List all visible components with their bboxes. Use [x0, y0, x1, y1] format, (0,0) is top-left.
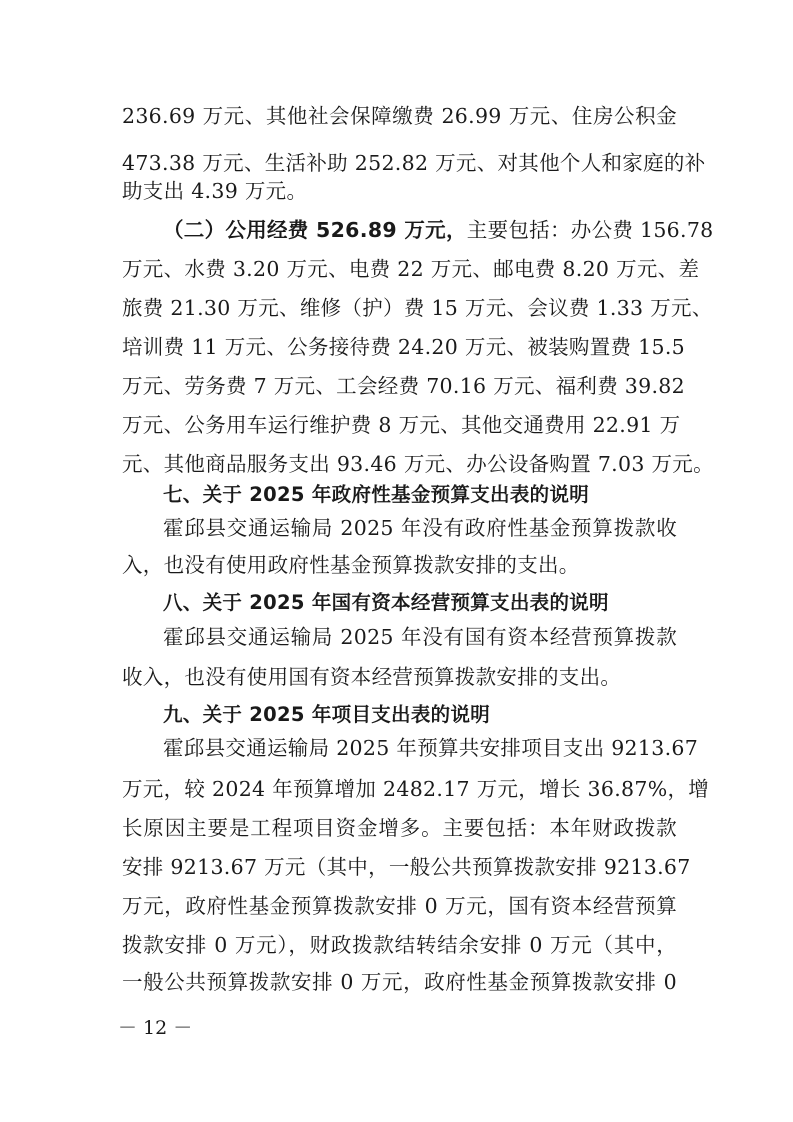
paragraph-line: 万元，政府性基金预算拨款安排 0 万元，国有资本经营预算 — [122, 894, 677, 918]
paragraph-line: 万元、公务用车运行维护费 8 万元、其他交通费用 22.91 万 — [122, 413, 681, 437]
section-heading-7: 七、关于 2025 年政府性基金预算支出表的说明 — [163, 483, 590, 506]
section-heading-9: 九、关于 2025 年项目支出表的说明 — [163, 703, 491, 726]
public-funds-lead: （二）公用经费 526.89 万元， — [163, 218, 467, 242]
paragraph-line: 万元、劳务费 7 万元、工会经费 70.16 万元、福利费 39.82 — [122, 374, 685, 398]
paragraph-line: 473.38 万元、生活补助 252.82 万元、对其他个人和家庭的补 — [122, 151, 706, 175]
paragraph-line: 霍邱县交通运输局 2025 年预算共安排项目支出 9213.67 — [163, 736, 699, 760]
page-number: － 12 － — [118, 1017, 193, 1039]
paragraph-line: 收入，也没有使用国有资本经营预算拨款安排的支出。 — [122, 665, 622, 689]
paragraph-line: 236.69 万元、其他社会保障缴费 26.99 万元、住房公积金 — [122, 104, 677, 128]
paragraph-line: 助支出 4.39 万元。 — [122, 179, 308, 203]
paragraph-line: 入，也没有使用政府性基金预算拨款安排的支出。 — [122, 553, 580, 577]
paragraph-line: 安排 9213.67 万元（其中，一般公共预算拨款安排 9213.67 — [122, 855, 691, 879]
paragraph-line: 培训费 11 万元、公务接待费 24.20 万元、被装购置费 15.5 — [122, 335, 685, 359]
paragraph-line: 霍邱县交通运输局 2025 年没有国有资本经营预算拨款 — [163, 625, 677, 649]
paragraph-line: 霍邱县交通运输局 2025 年没有政府性基金预算拨款收 — [163, 516, 677, 540]
paragraph-line: 一般公共预算拨款安排 0 万元，政府性基金预算拨款安排 0 — [122, 970, 677, 994]
paragraph-line: 长原因主要是工程项目资金增多。主要包括：本年财政拨款 — [122, 816, 677, 840]
paragraph-line: 拨款安排 0 万元），财政拨款结转结余安排 0 万元（其中， — [122, 933, 677, 957]
paragraph-line — [163, 215, 714, 245]
public-funds-rest: 主要包括：办公费 156.78 — [466, 218, 714, 242]
paragraph-line: 万元、水费 3.20 万元、电费 22 万元、邮电费 8.20 万元、差 — [122, 257, 700, 281]
paragraph-line: 元、其他商品服务支出 93.46 万元、办公设备购置 7.03 万元。 — [122, 452, 714, 476]
section-heading-8: 八、关于 2025 年国有资本经营预算支出表的说明 — [163, 591, 609, 614]
paragraph-line: 万元，较 2024 年预算增加 2482.17 万元，增长 36.87%，增 — [122, 777, 710, 801]
paragraph-line: 旅费 21.30 万元、维修（护）费 15 万元、会议费 1.33 万元、 — [122, 296, 713, 320]
